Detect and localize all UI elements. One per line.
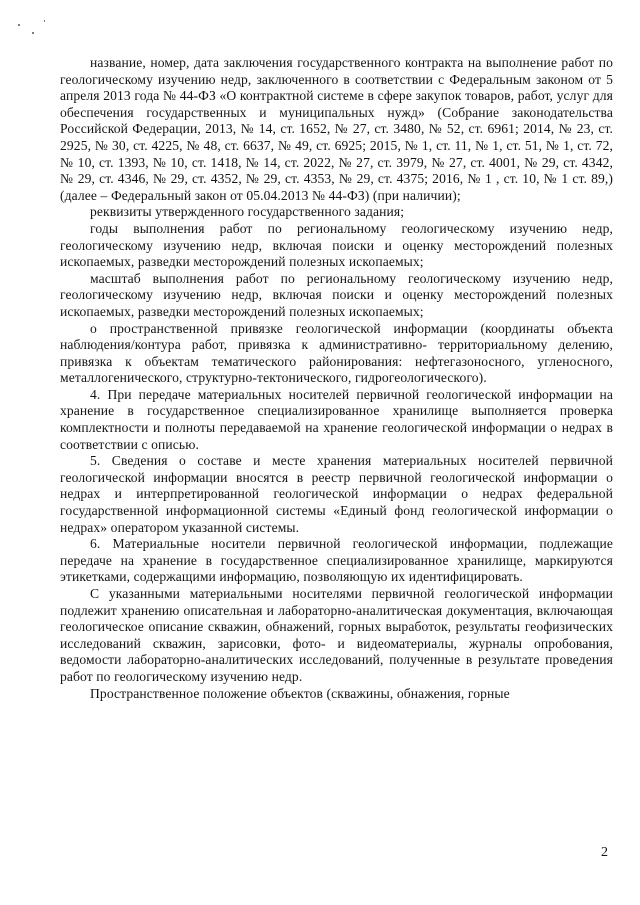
scan-specks <box>14 18 54 42</box>
paragraph-work-years: годы выполнения работ по региональному геологическому изучению недр, геологическому изучению недр, включая поиски и оценку месторождений полезных ископаемых, разведки месторождений полезных ископаемых; <box>60 220 613 270</box>
paragraph-item-5: 5. Сведения о составе и месте хранения материальных носителей первичной геологической информации вносятся в реестр первичной геологической информации о недрах и интерпретированной геологической информации о недрах федеральной государственной информационной системы «Единый фонд геологической информации о недрах» оператором указанной системы. <box>60 453 613 535</box>
paragraph-contract-details: название, номер, дата заключения государственного контракта на выполнение работ по геологическому изучению недр, заключенного в соответствии с Федеральным законом от 5 апреля 2013 года № 44-ФЗ «О контрактной системе в сфере закупок товаров, работ, услуг для обеспечения государственных и муниципальных нужд» (Собрание законодательства Российской Федерации, 2013, № 14, ст. 1652, № 27, ст. 3480, № 52, ст. 6961; 2014, № 23, ст. 2925, № 30, ст. 4225, № 48, ст. 6637, № 49, ст. 6925; 2015, № 1, ст. 11, № 1, ст. 51, № 1, ст. 72, № 10, ст. 1393, № 10, ст. 1418, № 14, ст. 2022, № 27, ст. 3979, № 27, ст. 4001, № 29, ст. 4342, № 29, ст. 4346, № 29, ст. 4352, № 29, ст. 4353, № 29, ст. 4375; 2016, № 1 , ст. 10, № 1 ст. 89,) (далее – Федеральный закон от 05.04.2013 № 44-ФЗ) (при наличии); <box>60 55 613 203</box>
paragraph-spatial-reference: о пространственной привязке геологической информации (координаты объекта наблюдения/контура работ, привязка к административно- территориальному делению, привязка к объектам тематического районирования: нефтегазоносного, угленосного, металлогенического, структурно-тектонического, гидрогеологического). <box>60 320 613 386</box>
paragraph-spatial-position: Пространственное положение объектов (скважины, обнажения, горные <box>90 685 510 701</box>
paragraph-work-scale: масштаб выполнения работ по региональному геологическому изучению недр, геологическому изучению недр, включая поиски и оценку месторождений полезных ископаемых, разведки месторождений полезных ископаемых; <box>60 270 613 319</box>
paragraph-item-6: 6. Материальные носители первичной геологической информации, подлежащие передаче на хранение в государственное специализированное хранилище, маркируются этикетками, содержащими информацию, позволяющую их идентифицировать. <box>60 536 613 585</box>
paragraph-state-assignment: реквизиты утвержденного государственного задания; <box>90 204 405 220</box>
paragraph-item-4: 4. При передаче материальных носителей первичной геологической информации на хранение в государственное специализированное хранилище выполняется проверка комплектности и полноты передаваемой на хранение геологической информации о недрах в соответствии с описью. <box>60 386 613 452</box>
paragraph-documentation: С указанными материальными носителями первичной геологической информации подлежит хранению описательная и лабораторно-аналитическая документация, включающая геологическое описание скважин, обнажений, горных выработок, результаты геофизических исследований скважин, зарисовки, фото- и видеоматериалы, журналы опробования, ведомости лабораторно-аналитических исследований, полученные в результате проведения работ по геологическому изучению недр. <box>60 586 613 684</box>
page-number: 2 <box>601 845 608 860</box>
